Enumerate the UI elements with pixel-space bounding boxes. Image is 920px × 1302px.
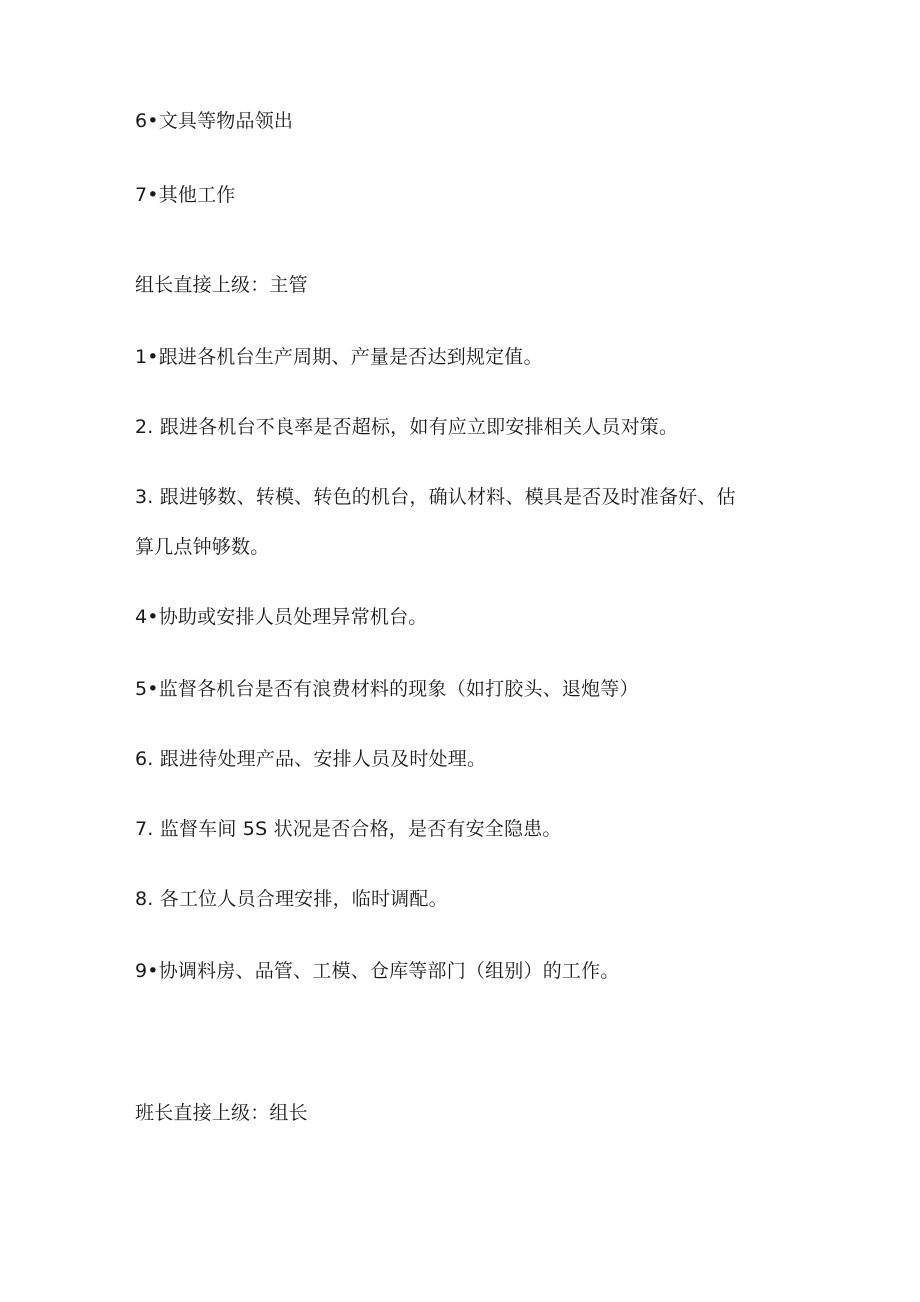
- list-item-7: 7. 监督车间 5S 状况是否合格，是否有安全隐患。: [135, 818, 562, 840]
- list-item-6: 6. 跟进待处理产品、安排人员及时处理。: [135, 748, 487, 770]
- list-item-3: 3. 跟进够数、转模、转色的机台，确认材料、模具是否及时准备好、估: [135, 486, 736, 508]
- section-heading-shift-leader: 班长直接上级：组长: [135, 1102, 308, 1124]
- list-item-5: 5•监督各机台是否有浪费材料的现象（如打胶头、退炮等）: [135, 678, 639, 700]
- list-item-supplies: 6•文具等物品领出: [135, 110, 294, 132]
- list-item-1: 1•跟进各机台生产周期、产量是否达到规定值。: [135, 346, 543, 368]
- list-item-3-continued: 算几点钟够数。: [135, 536, 270, 558]
- list-item-8: 8. 各工位人员合理安排，临时调配。: [135, 888, 448, 910]
- section-heading-team-leader: 组长直接上级：主管: [135, 274, 308, 296]
- list-item-other-work: 7•其他工作: [135, 184, 236, 206]
- list-item-2: 2. 跟进各机台不良率是否超标，如有应立即安排相关人员对策。: [135, 416, 679, 438]
- list-item-4: 4•协助或安排人员处理异常机台。: [135, 606, 428, 628]
- list-item-9: 9•协调料房、品管、工模、仓库等部门（组别）的工作。: [135, 960, 620, 982]
